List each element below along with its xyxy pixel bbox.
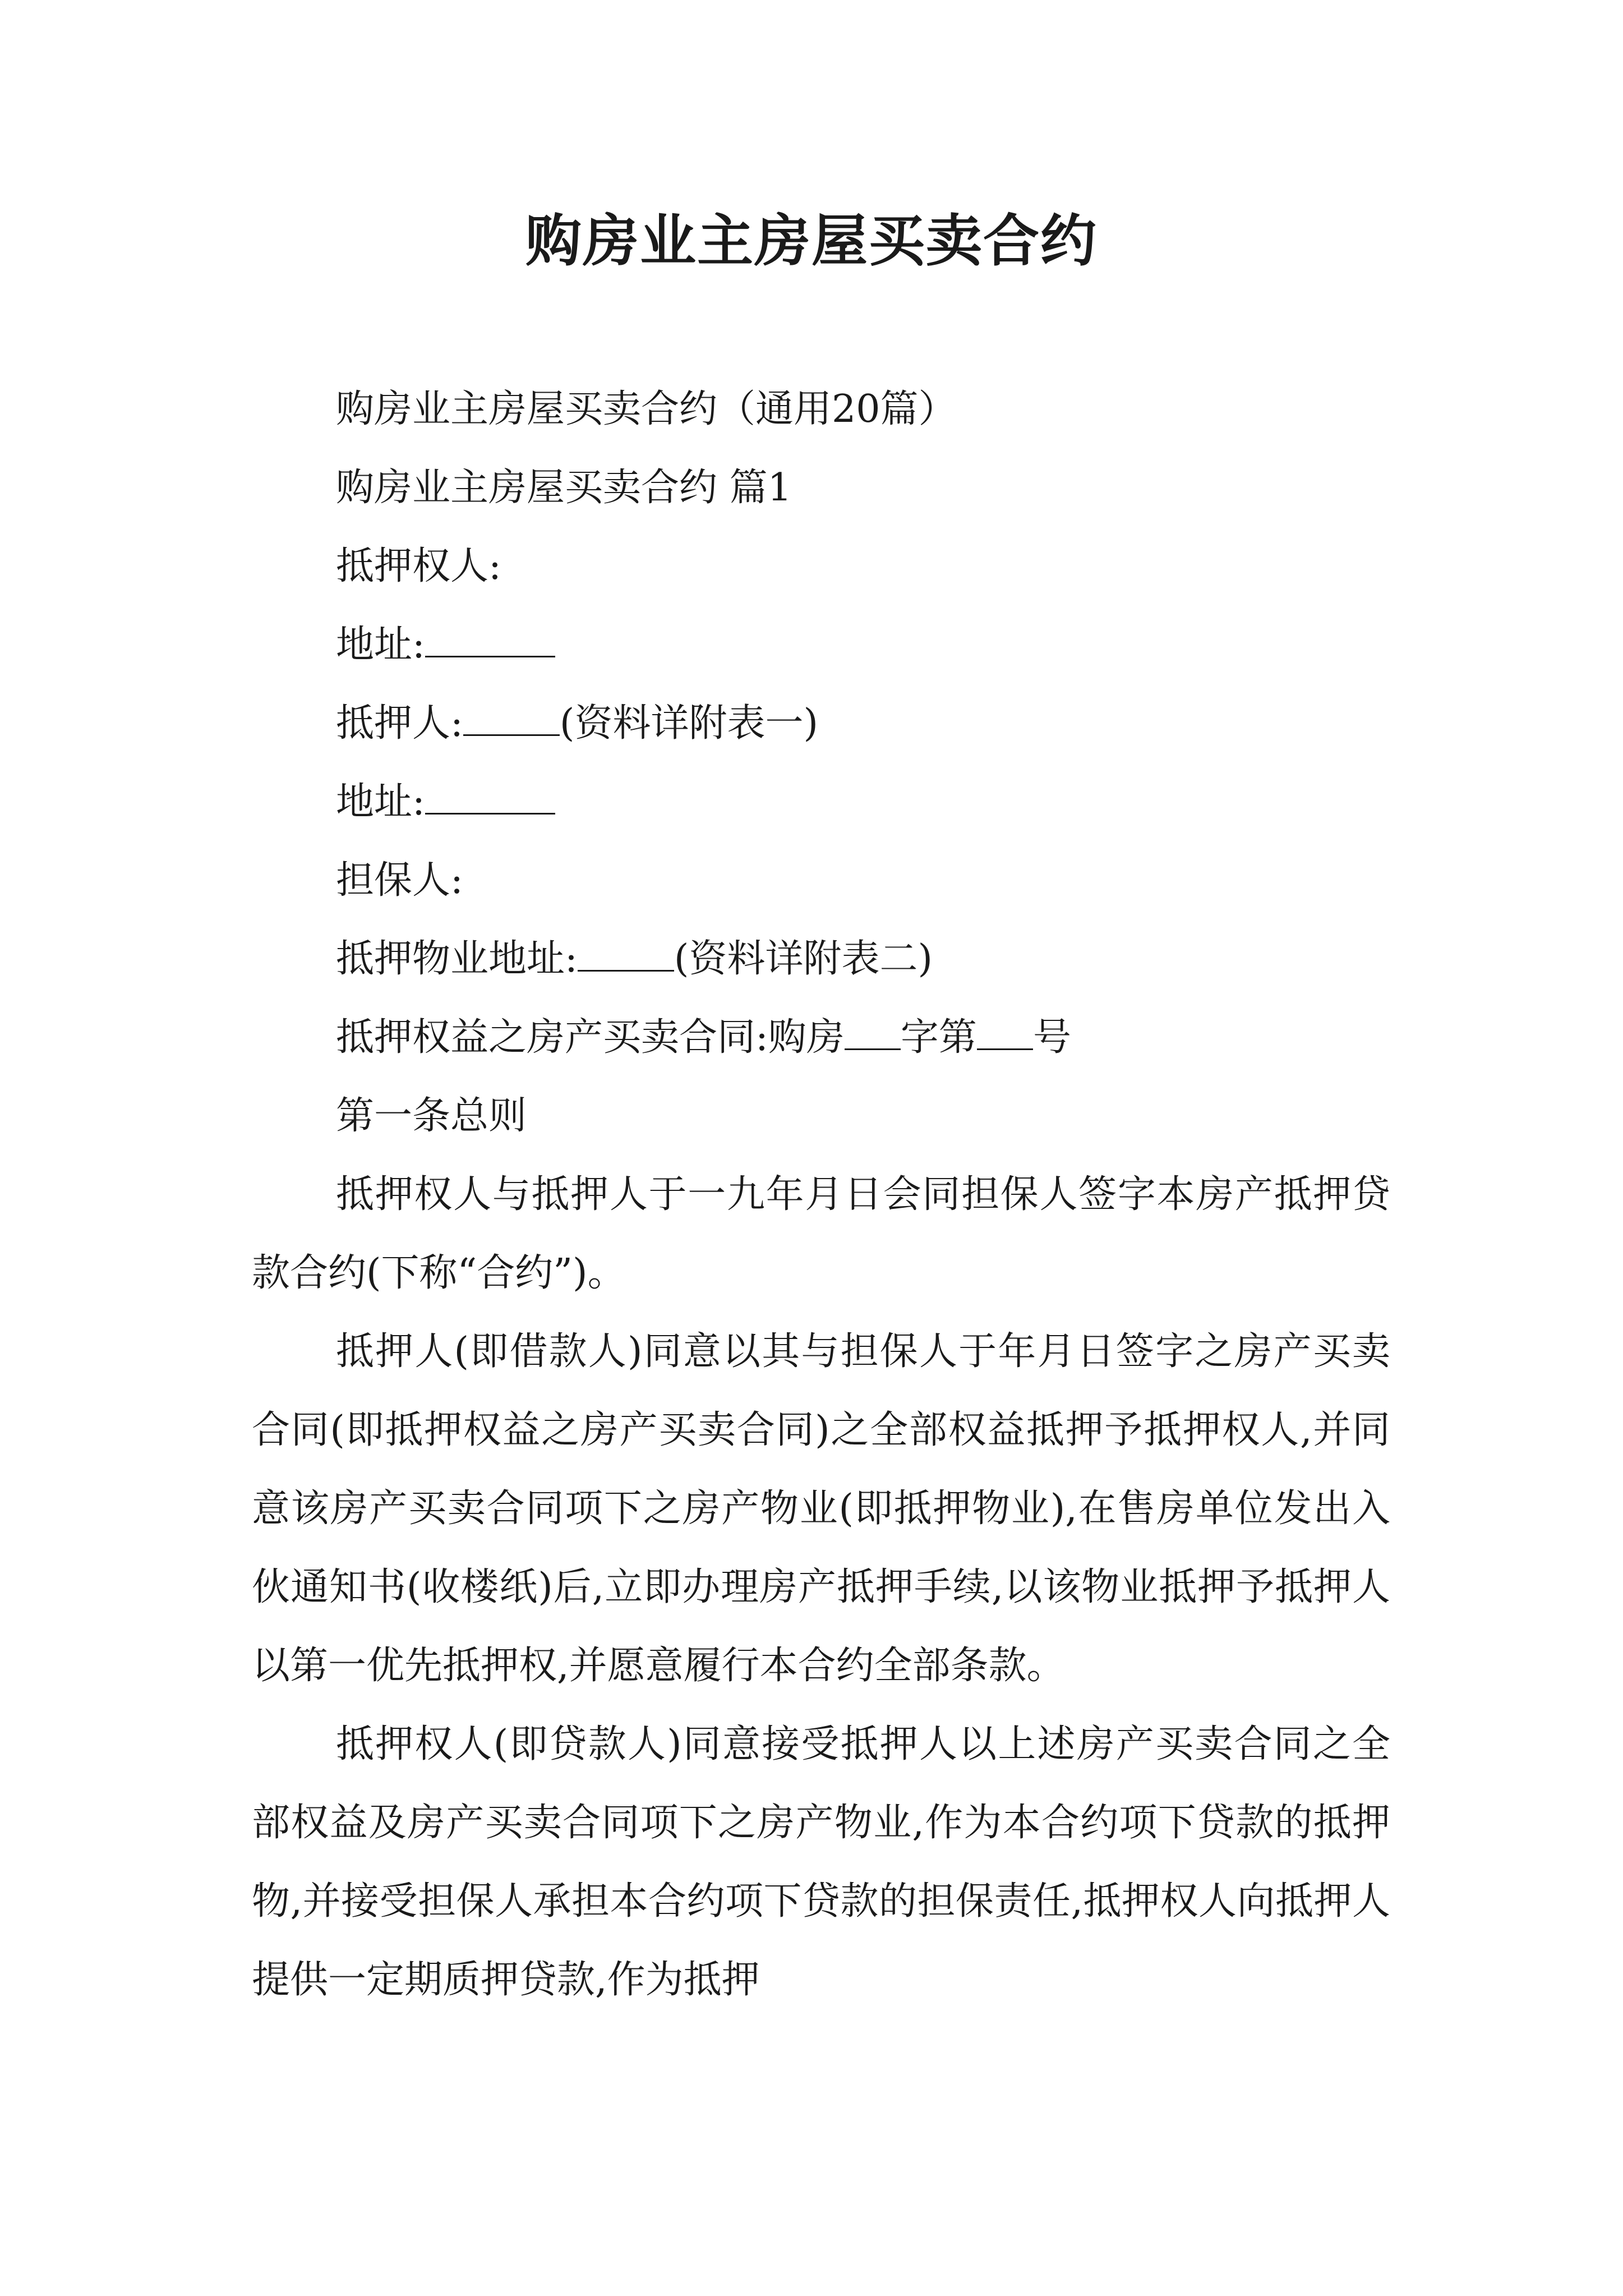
article-1-heading: 第一条总则: [336, 1094, 527, 1138]
property-address-blank: [578, 938, 674, 972]
address-label-1: 地址:: [336, 623, 425, 667]
address-field-1: [252, 606, 1390, 684]
contract-field: [252, 999, 1390, 1077]
mortgagor-field: [252, 684, 1390, 763]
contract-mid: 字第: [900, 1015, 977, 1060]
mortgagor-label: 抵押人:: [336, 701, 463, 746]
paragraph-3: 抵押权人(即贷款人)同意接受抵押人以上述房产买卖合同之全部权益及房产买卖合同项下之房产物业,作为本合约项下贷款的抵押物,并接受担保人承担本合约项下贷款的担保责任,抵押权人向抵押人提供一定期质押贷款,作为抵押: [252, 1722, 1390, 2002]
address-label-2: 地址:: [336, 780, 425, 824]
document-subtitle: 购房业主房屋买卖合约（通用20篇）: [336, 387, 957, 431]
guarantor-label: 担保人:: [336, 858, 463, 903]
contract-prefix: 抵押权益之房产买卖合同:购房: [336, 1015, 845, 1060]
mortgagor-blank: [463, 703, 560, 736]
address-blank-2: [425, 781, 555, 815]
document-title: 购房业主房屋买卖合约: [525, 208, 1098, 274]
document-body: [252, 370, 1390, 2019]
address-field-2: [252, 763, 1390, 841]
paragraph-1: 抵押权人与抵押人于一九年月日会同担保人签字本房产抵押贷款合约(下称“合约”)。: [252, 1172, 1390, 1295]
mortgagee-label: 抵押权人:: [336, 544, 501, 588]
contract-suffix: 号: [1032, 1015, 1071, 1060]
paragraph-2: 抵押人(即借款人)同意以其与担保人于年月日签字之房产买卖合同(即抵押权益之房产买卖合同)之全部权益抵押予抵押权人,并同意该房产买卖合同项下之房产物业(即抵押物业),在售房单位发出入伙通知书(收楼纸)后,立即办理房产抵押手续,以该物业抵押予抵押人以第一优先抵押权,并愿意履行本合约全部条款。: [252, 1329, 1390, 1688]
mortgagee-field: [252, 527, 1390, 606]
mortgagor-note: (资料详附表一): [559, 701, 818, 746]
contract-blank-1: [845, 1017, 901, 1050]
section-heading: 购房业主房屋买卖合约 篇1: [336, 466, 792, 510]
property-address-field: [252, 920, 1390, 999]
guarantor-field: [252, 841, 1390, 920]
property-address-label: 抵押物业地址:: [336, 937, 578, 981]
contract-blank-2: [977, 1017, 1033, 1050]
property-note: (资料详附表二): [674, 937, 933, 981]
address-blank-1: [425, 624, 555, 657]
